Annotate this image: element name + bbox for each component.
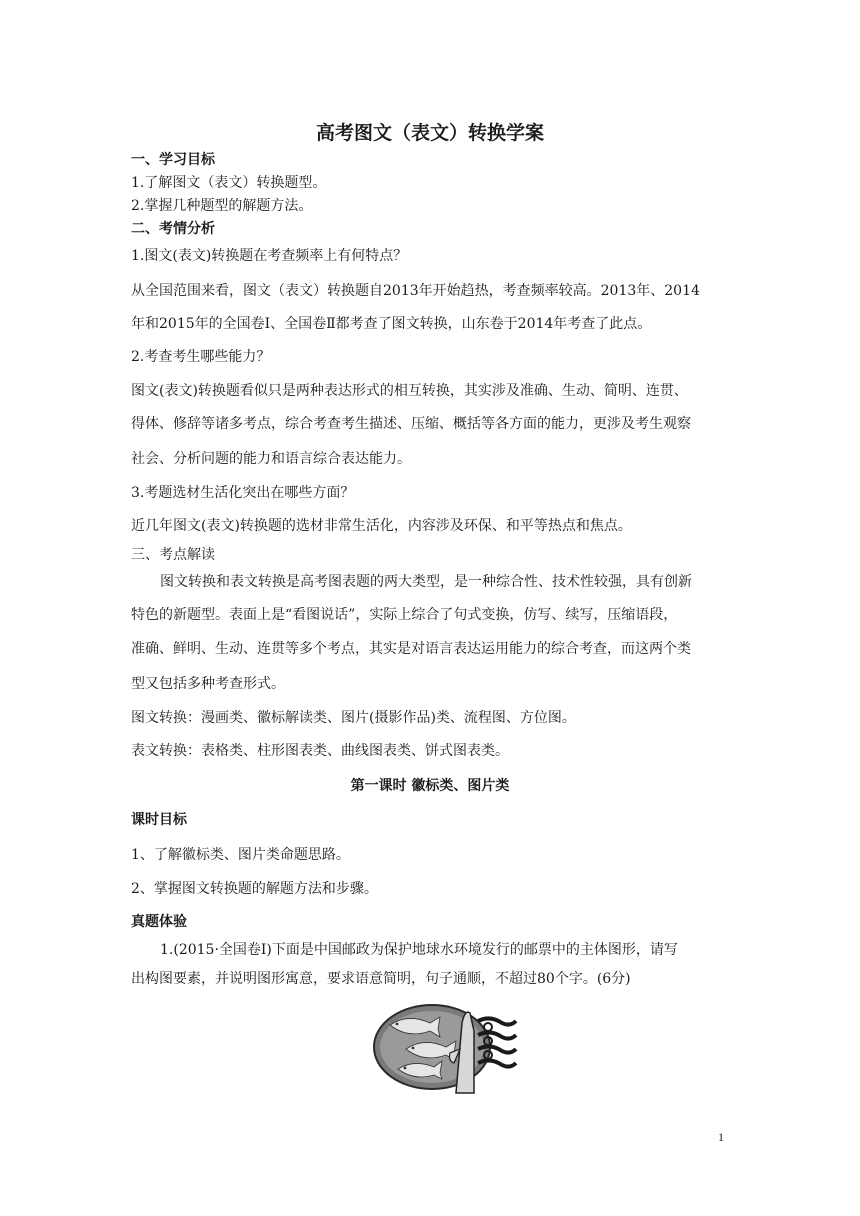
section-heading-goals: 一、学习目标	[131, 152, 215, 168]
section-heading-analysis: 二、考情分析	[131, 221, 215, 237]
lesson-goal-item: 1、了解徽标类、图片类命题思路。	[131, 847, 350, 863]
page-number: 1	[718, 1130, 724, 1144]
question-3: 3.考题选材生活化突出在哪些方面？	[131, 485, 355, 501]
paragraph-line: 图文转换和表文转换是高考图表题的两大类型，是一种综合性、技术性较强，具有创新	[160, 574, 692, 590]
answer-2-line: 图文(表文)转换题看似只是两种表达形式的相互转换，其实涉及准确、生动、简明、连贯、	[131, 383, 688, 399]
paragraph-line: 型又包括多种考查形式。	[131, 676, 285, 692]
lesson-title: 第一课时 徽标类、图片类	[350, 778, 510, 794]
answer-3: 近几年图文(表文)转换题的选材非常生活化，内容涉及环保、和平等热点和焦点。	[131, 518, 632, 534]
exam-question-line: 1.(2015·全国卷Ⅰ)下面是中国邮政为保护地球水环境发行的邮票中的主体图形，请写	[160, 942, 678, 958]
section-heading-interpretation: 三、考点解读	[131, 547, 215, 563]
answer-2-line: 得体、修辞等诸多考点，综合考查考生描述、压缩、概括等各方面的能力，更涉及考生观察	[131, 416, 691, 432]
experience-heading: 真题体验	[131, 914, 187, 930]
question-1: 1.图文(表文)转换题在考查频率上有何特点？	[131, 248, 408, 264]
goal-item: 2.掌握几种题型的解题方法。	[131, 198, 313, 214]
lesson-goal-heading: 课时目标	[131, 812, 187, 828]
question-2: 2.考查考生哪些能力？	[131, 349, 271, 365]
page-title: 高考图文（表文）转换学案	[315, 122, 544, 144]
exam-question-line: 出构图要素，并说明图形寓意，要求语意简明，句子通顺，不超过80个字。(6分)	[131, 971, 631, 987]
stamp-figure-image	[370, 1003, 520, 1095]
answer-2-line: 社会、分析问题的能力和语言综合表达能力。	[131, 451, 411, 467]
biaowen-types: 表文转换：表格类、柱形图表类、曲线图表类、饼式图表类。	[131, 743, 509, 759]
paragraph-line: 特色的新题型。表面上是“看图说话”，实际上综合了句式变换，仿写、续写，压缩语段，	[131, 607, 678, 623]
answer-1-line: 从全国范围来看，图文（表文）转换题自2013年开始趋热，考查频率较高。2013年、2014	[131, 283, 700, 299]
paragraph-line: 准确、鲜明、生动、连贯等多个考点，其实是对语言表达运用能力的综合考查，而这两个类	[131, 641, 691, 657]
answer-1-line: 年和2015年的全国卷Ⅰ、全国卷Ⅱ都考查了图文转换，山东卷于2014年考查了此点。	[131, 316, 652, 332]
tuwen-types: 图文转换：漫画类、徽标解读类、图片(摄影作品)类、流程图、方位图。	[131, 710, 576, 726]
goal-item: 1.了解图文（表文）转换题型。	[131, 175, 327, 191]
lesson-goal-item: 2、掌握图文转换题的解题方法和步骤。	[131, 881, 378, 897]
